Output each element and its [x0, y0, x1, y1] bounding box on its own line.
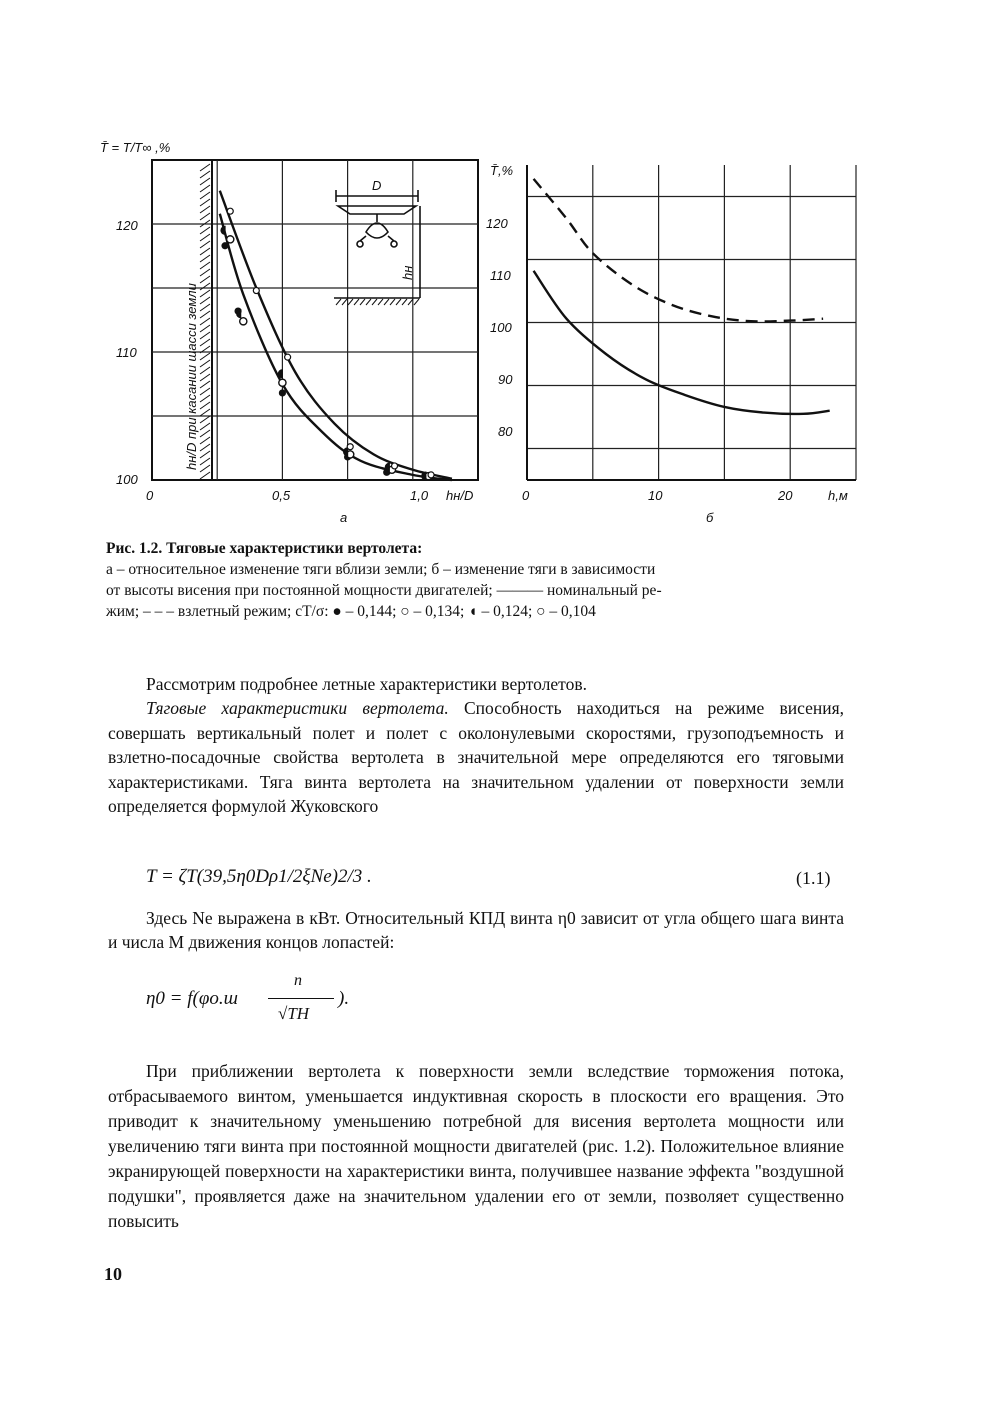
panel-a-grid — [152, 160, 478, 480]
hatch-stroke — [200, 388, 210, 395]
hatch-stroke — [200, 451, 210, 458]
body-text-block-1 — [108, 672, 844, 818]
panel-a-y-label: T̄ = T/T∞ ,% — [100, 140, 171, 155]
hatch-stroke — [200, 381, 210, 388]
caption-line: а – относительное изменение тяги вблизи земли; б – изменение тяги в зависимости — [106, 561, 656, 578]
hatch-stroke — [200, 234, 210, 241]
data-point-0104 — [428, 472, 434, 478]
hatch-stroke — [200, 353, 210, 360]
hatch-stroke — [200, 304, 210, 311]
panel-a-vertical-note: hн/D при касании шасси земли — [184, 283, 199, 470]
hatch-stroke — [200, 339, 210, 346]
panel-a-y-tick: 110 — [116, 345, 137, 360]
hatch-stroke — [360, 299, 365, 305]
formula-numerator: n — [294, 972, 302, 989]
hatch-stroke — [390, 299, 395, 305]
paragraph-heading: Тяговые характеристики вертолета. — [146, 698, 449, 719]
panel-b-y-tick: 120 — [486, 216, 508, 231]
data-point-0104 — [227, 208, 233, 214]
hatch-stroke — [402, 299, 407, 305]
hatch-stroke — [384, 299, 389, 305]
data-point-0104 — [347, 444, 353, 450]
data-point-0104 — [392, 463, 398, 469]
hatch-stroke — [200, 290, 210, 297]
hatch-stroke — [200, 416, 210, 423]
data-point-0144 — [279, 389, 286, 396]
hatch-stroke — [200, 332, 210, 339]
formula-efficiency-right: ). — [338, 988, 350, 1009]
panel-b-grid — [527, 165, 856, 480]
data-point-0134 — [227, 236, 234, 243]
hatch-stroke — [200, 318, 210, 325]
panel-a-letter: а — [340, 510, 348, 525]
paragraph: Здесь Ne выражена в кВт. Относительный КПД винта η0 зависит от угла общего шага винта и числа М движения концов лопастей: — [108, 908, 844, 953]
hatch-stroke — [200, 437, 210, 444]
panel-a-frame — [152, 160, 478, 480]
page-number: 10 — [104, 1264, 122, 1284]
panel-b-curves — [534, 179, 830, 414]
hatch-stroke — [200, 171, 210, 178]
panel-b-x-label: h,м — [828, 488, 848, 503]
data-point-0124 — [344, 448, 348, 456]
panel-b-y-tick: 80 — [498, 424, 513, 439]
panel-b-y-label: T̄,% — [490, 163, 514, 178]
panel-b-y-tick: 90 — [498, 372, 513, 387]
hatch-stroke — [200, 262, 210, 269]
data-point-0104 — [253, 288, 259, 294]
hatch-stroke — [200, 213, 210, 220]
paragraph: При приближении вертолета к поверхности земли вследствие торможения потока, отбрасываемого винтом, уменьшается индуктивная скорость в плоскости его вращения. Это приводит к значительному уменьшению потребной для висения вертолета мощности или увеличению тяги винта при постоянной мощности двигателей (рис. 1.2). Положительное влияние экранирующей поверхности на характеристики винта, получившее название эффекта "воздушной подушки", проявляется даже на значительном удалении его от земли, позволяет существенно повысить — [108, 1061, 844, 1231]
hatch-stroke — [414, 299, 419, 305]
hatch-stroke — [200, 276, 210, 283]
panel-a-y-tick: 100 — [116, 472, 138, 487]
body-text-block-3 — [108, 1059, 844, 1234]
paragraph-body: Способность находиться на режиме висения, совершать вертикальный полет и полет с околонулевыми скоростями, грузоподъемность и взлетно-посадочные свойства вертолета в значительной мере определяются его тяговыми характеристиками. Тяга винта вертолета на значительном удалении от поверхности земли определяется формулой Жуковского — [108, 698, 844, 817]
formula-denominator: √TH — [278, 1004, 310, 1023]
hatch-stroke — [200, 360, 210, 367]
data-point-0124 — [385, 463, 389, 471]
trend-curve — [220, 191, 452, 479]
panel-b-x-tick: 20 — [778, 488, 793, 503]
panel-a-x-tick: 1,0 — [410, 488, 429, 503]
hatch-stroke — [366, 299, 371, 305]
panel-b-y-tick: 110 — [490, 268, 511, 283]
hatch-stroke — [200, 206, 210, 213]
panel-a-curves — [220, 191, 452, 480]
panel-a-x-label: hн/D — [446, 488, 474, 503]
hatch-stroke — [372, 299, 377, 305]
hatch-stroke — [200, 185, 210, 192]
hatch-stroke — [354, 299, 359, 305]
hatch-stroke — [200, 241, 210, 248]
hatch-stroke — [200, 395, 210, 402]
hatch-stroke — [200, 409, 210, 416]
hatch-stroke — [200, 227, 210, 234]
panel-a-x-tick: 0,5 — [272, 488, 291, 503]
hatch-stroke — [200, 283, 210, 290]
formula-efficiency-left: η0 = f(φо.ш — [146, 988, 238, 1009]
hatch-stroke — [336, 299, 341, 305]
formula-zhukovsky: T = ζT(39,5η0Dρ1/2ξNe)2/3 . — [146, 866, 372, 887]
caption-line: жим; – – – взлетный режим; cT/σ: ● – 0,144; ○ – 0,134; ◖ – 0,124; ○ – 0,104 — [106, 603, 596, 620]
data-point-0124 — [278, 370, 282, 378]
panel-b-letter: б — [706, 510, 714, 525]
data-point-0134 — [279, 379, 286, 386]
hatch-stroke — [200, 255, 210, 262]
hatch-stroke — [378, 299, 383, 305]
hatch-stroke — [200, 269, 210, 276]
inset-h-label: hн — [400, 265, 415, 280]
hatch-stroke — [200, 430, 210, 437]
hatch-stroke — [200, 178, 210, 185]
hatch-stroke — [200, 325, 210, 332]
hatch-stroke — [348, 299, 353, 305]
hatch-stroke — [200, 374, 210, 381]
inset-d-label: D — [372, 178, 382, 193]
panel-b-x-tick: 0 — [522, 488, 530, 503]
hatch-stroke — [200, 367, 210, 374]
hatch-stroke — [200, 423, 210, 430]
panel-a-y-tick: 120 — [116, 218, 138, 233]
hatch-stroke — [200, 458, 210, 465]
hatch-stroke — [200, 311, 210, 318]
data-point-0124 — [221, 226, 225, 234]
ground-wall-hatching — [200, 164, 210, 479]
hatch-stroke — [200, 297, 210, 304]
hatch-stroke — [396, 299, 401, 305]
hatch-stroke — [200, 164, 210, 171]
panel-b-y-tick: 100 — [490, 320, 512, 335]
data-point-0134 — [240, 318, 247, 325]
hatch-stroke — [200, 472, 210, 479]
panel-b — [486, 163, 856, 525]
hatch-stroke — [200, 402, 210, 409]
panel-b-x-tick: 10 — [648, 488, 663, 503]
nominal-mode-curve — [534, 271, 830, 414]
data-point-0124 — [422, 472, 426, 480]
takeoff-mode-curve — [534, 179, 824, 322]
hatch-stroke — [342, 299, 347, 305]
fraction-bar — [268, 998, 334, 999]
paragraph — [108, 696, 844, 818]
panel-a-x-tick: 0 — [146, 488, 154, 503]
caption-line: от высоты висения при постоянной мощности двигателей; ——— номинальный ре- — [106, 582, 662, 599]
data-point-0104 — [285, 354, 291, 360]
panel-a — [100, 140, 478, 525]
figure-caption — [106, 538, 856, 622]
hatch-stroke — [200, 199, 210, 206]
hatch-stroke — [200, 192, 210, 199]
formula-number: (1.1) — [796, 868, 831, 888]
data-point-0144 — [221, 242, 228, 249]
panel-a-points — [221, 208, 434, 481]
hatch-stroke — [200, 444, 210, 451]
caption-title: Рис. 1.2. Тяговые характеристики вертолета: — [106, 540, 423, 557]
hatch-stroke — [200, 248, 210, 255]
paragraph: Рассмотрим подробнее летные характеристики вертолетов. — [146, 674, 587, 694]
body-text-block-2 — [108, 906, 844, 955]
hatch-stroke — [200, 465, 210, 472]
data-point-0124 — [237, 310, 241, 318]
trend-curve — [220, 214, 452, 480]
figure-1-2 — [0, 0, 1000, 535]
